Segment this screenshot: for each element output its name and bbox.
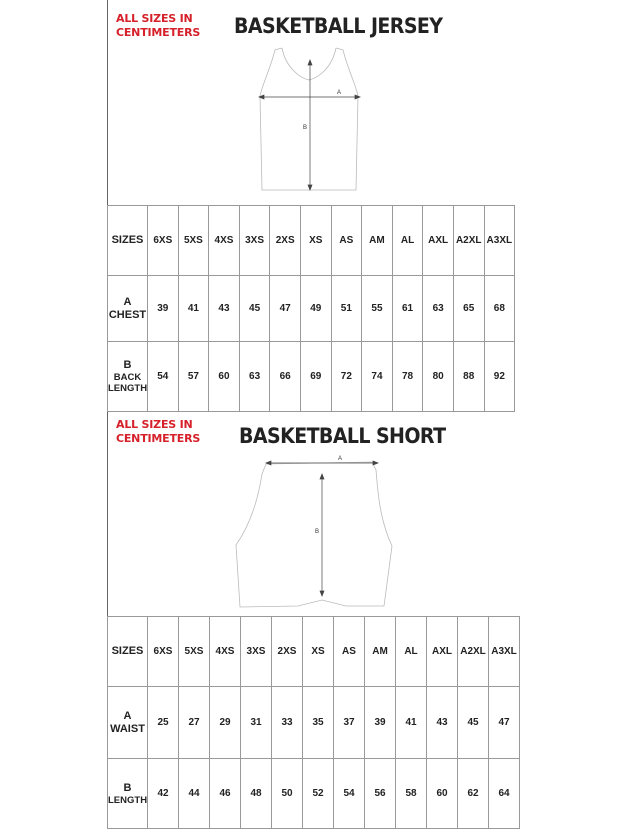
short-waist-name: WAIST: [110, 722, 145, 735]
jersey-size-cell: 2XS: [270, 206, 301, 276]
short-size-cell: AM: [365, 617, 396, 687]
short-length-value: 46: [210, 759, 241, 829]
jersey-size-cell: 4XS: [209, 206, 240, 276]
jersey-length-row: [108, 342, 515, 412]
jersey-chest-value: 45: [239, 276, 270, 342]
jersey-size-cell: A3XL: [484, 206, 515, 276]
short-length-name: LENGTH: [108, 794, 148, 806]
jersey-chest-value: 55: [362, 276, 393, 342]
jersey-measure-a: [259, 95, 360, 99]
short-outline: [236, 462, 392, 607]
short-units-note-line2: CENTIMETERS: [116, 432, 201, 445]
short-length-value: 62: [458, 759, 489, 829]
short-length-value: 44: [179, 759, 210, 829]
short-length-value: 52: [303, 759, 334, 829]
short-size-cell: 6XS: [148, 617, 179, 687]
short-sizes-header: SIZES: [108, 617, 148, 687]
short-sizes-row: [108, 617, 520, 687]
jersey-length-value: 63: [239, 342, 270, 412]
jersey-size-cell: AXL: [423, 206, 454, 276]
jersey-length-value: 88: [453, 342, 484, 412]
jersey-size-cell: 3XS: [239, 206, 270, 276]
jersey-sizes-header: SIZES: [108, 206, 148, 276]
short-title: BASKETBALL SHORT: [239, 424, 446, 449]
jersey-length-value: 78: [392, 342, 423, 412]
jersey-chest-header: [108, 276, 148, 342]
jersey-length-name2: LENGTH: [108, 383, 148, 394]
short-length-value: 50: [272, 759, 303, 829]
short-size-cell: XS: [303, 617, 334, 687]
short-size-cell: 2XS: [272, 617, 303, 687]
jersey-length-value: 72: [331, 342, 362, 412]
jersey-chest-value: 47: [270, 276, 301, 342]
short-length-value: 64: [489, 759, 520, 829]
short-size-cell: A2XL: [458, 617, 489, 687]
short-waist-value: 37: [334, 687, 365, 759]
short-size-cell: AL: [396, 617, 427, 687]
short-measure-b: [320, 474, 324, 596]
short-waist-letter: A: [123, 709, 132, 722]
jersey-sizes-row: [108, 206, 515, 276]
short-units-note: [116, 418, 200, 446]
jersey-length-value: 74: [362, 342, 393, 412]
jersey-size-cell: A2XL: [453, 206, 484, 276]
short-waist-value: 27: [179, 687, 210, 759]
jersey-length-value: 60: [209, 342, 240, 412]
jersey-label-b: B: [303, 125, 308, 131]
jersey-chest-value: 49: [300, 276, 331, 342]
short-size-cell: 3XS: [241, 617, 272, 687]
jersey-chest-name: CHEST: [108, 308, 147, 321]
short-size-cell: A3XL: [489, 617, 520, 687]
short-waist-value: 31: [241, 687, 272, 759]
jersey-chest-value: 63: [423, 276, 454, 342]
jersey-chest-value: 65: [453, 276, 484, 342]
jersey-label-a: A: [337, 90, 342, 96]
jersey-chest-value: 39: [148, 276, 179, 342]
jersey-length-value: 69: [300, 342, 331, 412]
jersey-units-note-line2: CENTIMETERS: [116, 26, 201, 39]
short-waist-value: 39: [365, 687, 396, 759]
short-length-row: [108, 759, 520, 829]
jersey-length-value: 80: [423, 342, 454, 412]
jersey-size-cell: AM: [362, 206, 393, 276]
jersey-chest-value: 68: [484, 276, 515, 342]
short-waist-value: 29: [210, 687, 241, 759]
jersey-length-name1: BACK: [113, 372, 142, 383]
short-waist-value: 25: [148, 687, 179, 759]
jersey-chest-row: [108, 276, 515, 342]
short-length-value: 42: [148, 759, 179, 829]
short-size-cell: AS: [334, 617, 365, 687]
short-measure-a: [266, 461, 378, 465]
jersey-size-cell: AS: [331, 206, 362, 276]
jersey-units-note-line1: ALL SIZES IN: [116, 12, 193, 25]
jersey-size-cell: AL: [392, 206, 423, 276]
short-length-value: 56: [365, 759, 396, 829]
jersey-size-table: [107, 205, 515, 412]
short-size-cell: 4XS: [210, 617, 241, 687]
short-units-note-line1: ALL SIZES IN: [116, 418, 193, 431]
short-waist-header: [108, 687, 148, 759]
jersey-length-value: 57: [178, 342, 209, 412]
short-length-value: 60: [427, 759, 458, 829]
jersey-outline: [260, 48, 358, 190]
short-size-cell: AXL: [427, 617, 458, 687]
jersey-length-letter: B: [123, 359, 132, 371]
short-waist-value: 47: [489, 687, 520, 759]
short-length-value: 58: [396, 759, 427, 829]
jersey-size-cell: 5XS: [178, 206, 209, 276]
jersey-length-value: 66: [270, 342, 301, 412]
short-waist-row: [108, 687, 520, 759]
jersey-chest-value: 43: [209, 276, 240, 342]
short-length-value: 54: [334, 759, 365, 829]
jersey-length-header: [108, 342, 148, 412]
short-size-cell: 5XS: [179, 617, 210, 687]
short-label-a: A: [338, 456, 343, 462]
jersey-length-value: 54: [148, 342, 179, 412]
jersey-title: BASKETBALL JERSEY: [234, 14, 443, 39]
short-length-header: [108, 759, 148, 829]
jersey-chest-value: 51: [331, 276, 362, 342]
short-length-value: 48: [241, 759, 272, 829]
jersey-chest-value: 41: [178, 276, 209, 342]
jersey-chest-value: 61: [392, 276, 423, 342]
jersey-length-value: 92: [484, 342, 515, 412]
jersey-chest-letter: A: [123, 295, 132, 308]
short-size-table: [107, 616, 520, 829]
jersey-size-cell: 6XS: [148, 206, 179, 276]
short-waist-value: 35: [303, 687, 334, 759]
jersey-size-cell: XS: [300, 206, 331, 276]
short-waist-value: 45: [458, 687, 489, 759]
short-waist-value: 43: [427, 687, 458, 759]
short-waist-value: 41: [396, 687, 427, 759]
short-length-letter: B: [123, 781, 132, 794]
short-label-b: B: [315, 529, 320, 535]
short-waist-value: 33: [272, 687, 303, 759]
